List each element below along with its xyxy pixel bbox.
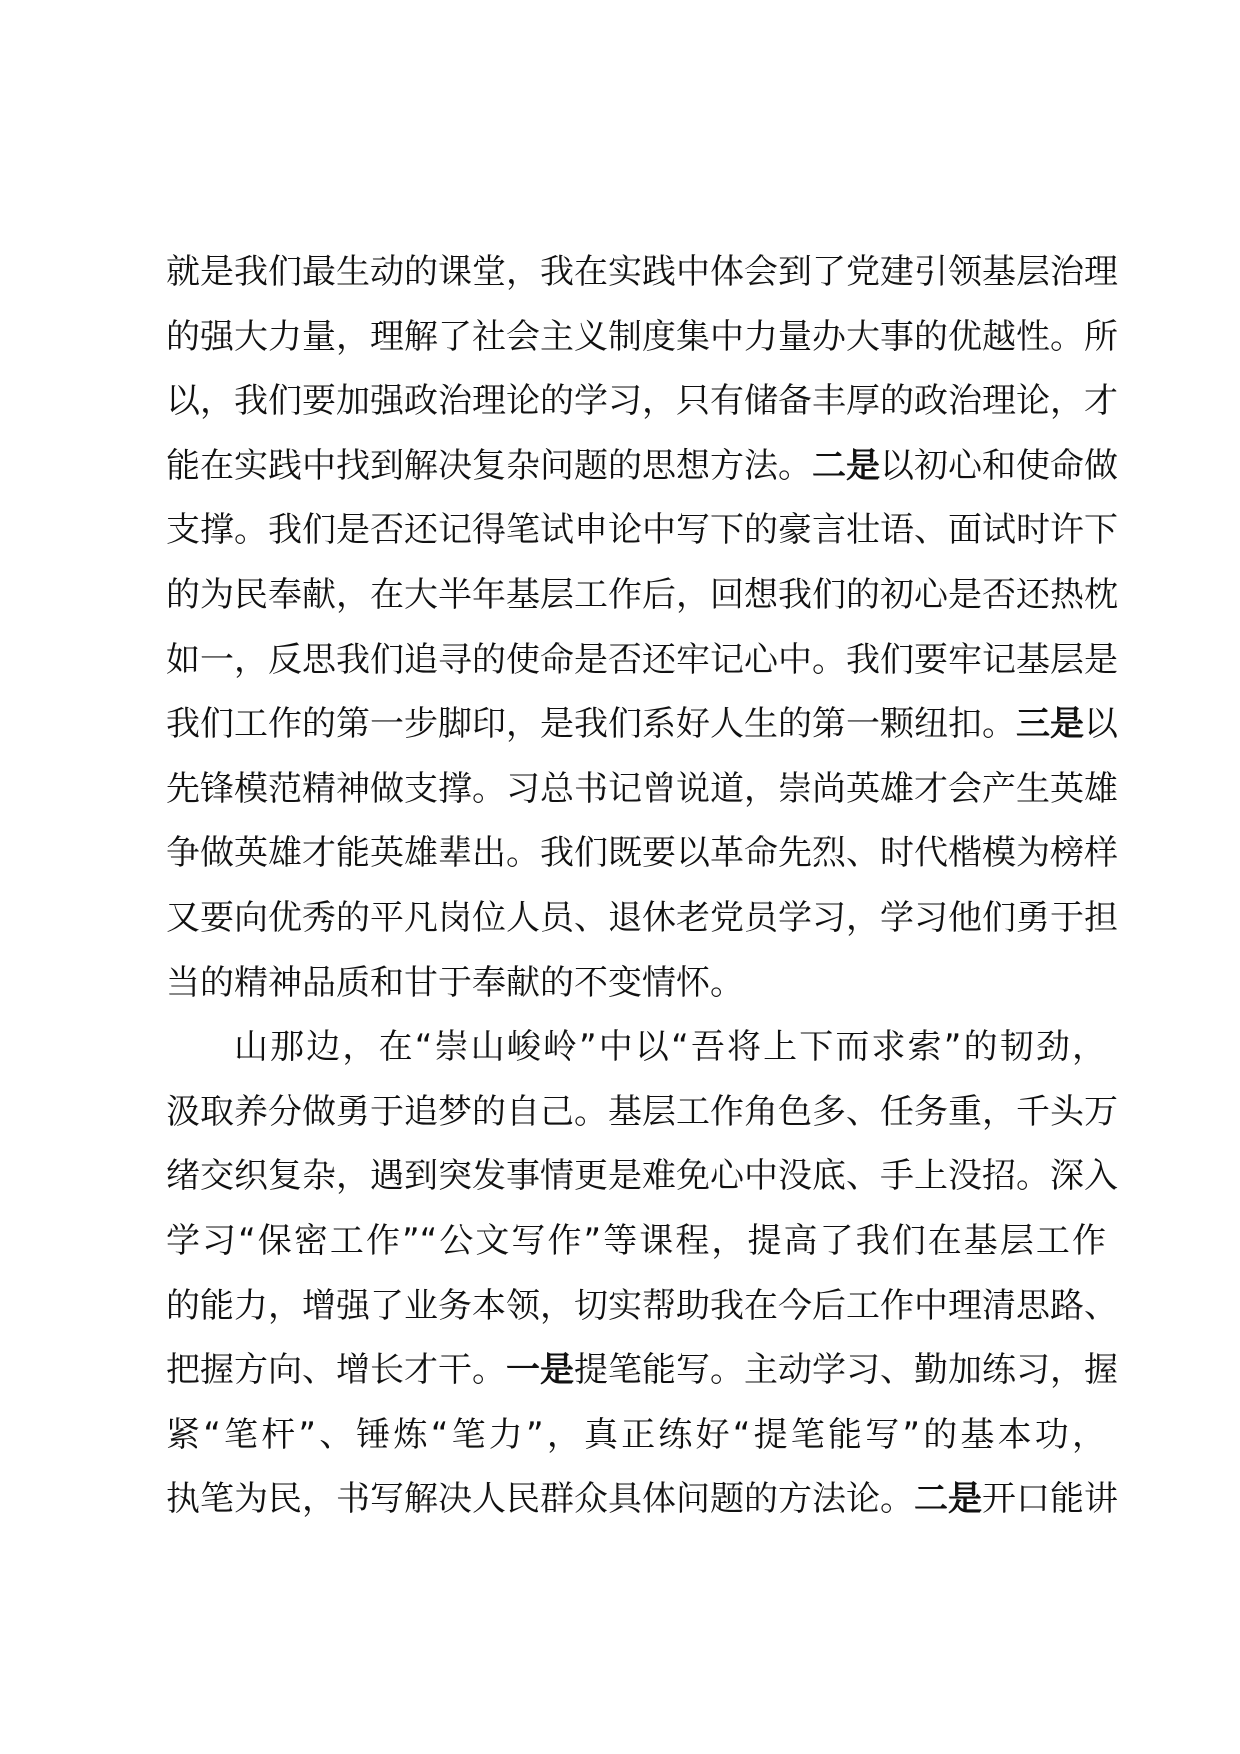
text-run: 的强大力量，理解了社会主义制度集中力量办大事的优越性。所 (166, 316, 1118, 357)
text-run: 能在实践中找到解决复杂问题的思想方法。 (166, 445, 812, 486)
bold-marker: 三是 (1016, 704, 1084, 745)
text-line (166, 1338, 1118, 1403)
text-line (166, 434, 1118, 499)
text-line (166, 1467, 1118, 1532)
text-run: 又要向优秀的平凡岗位人员、退休老党员学习，学习他们勇于担 (166, 897, 1118, 938)
text-line (166, 757, 1118, 822)
bold-marker: 一是 (506, 1350, 574, 1391)
text-run: 的能力，增强了业务本领，切实帮助我在今后工作中理清思路、 (166, 1285, 1118, 1326)
text-line (166, 1144, 1118, 1209)
text-line (166, 1015, 1106, 1080)
text-run: 开口能讲 (982, 1479, 1118, 1520)
text-run: 以 (1084, 704, 1118, 745)
text-line (166, 1274, 1118, 1339)
text-line (166, 628, 1118, 693)
text-run: 支撑。我们是否还记得笔试申论中写下的豪言壮语、面试时许下 (166, 510, 1118, 551)
bold-marker: 二是 (812, 445, 880, 486)
body-text (166, 240, 1118, 1532)
text-run: 如一，反思我们追寻的使命是否还牢记心中。我们要牢记基层是 (166, 639, 1118, 680)
text-line (166, 240, 1118, 305)
text-line (166, 821, 1118, 886)
text-run: 的为民奉献，在大半年基层工作后，回想我们的初心是否还热枕 (166, 574, 1118, 615)
text-line (166, 369, 1118, 434)
text-run: 以，我们要加强政治理论的学习，只有储备丰厚的政治理论，才 (166, 381, 1118, 422)
text-line (166, 1209, 1106, 1274)
text-run: 执笔为民，书写解决人民群众具体问题的方法论。 (166, 1479, 914, 1520)
bold-marker: 二是 (914, 1479, 982, 1520)
text-run: 山那边，在“崇山峻岭”中以“吾将上下而求索”的韧劲， (234, 1027, 1106, 1068)
text-line (166, 886, 1118, 951)
text-run: 提笔能写。主动学习、勤加练习，握 (574, 1350, 1118, 1391)
text-run: 当的精神品质和甘于奉献的不变情怀。 (166, 962, 744, 1003)
text-line (166, 1403, 1106, 1468)
text-run: 绪交织复杂，遇到突发事情更是难免心中没底、手上没招。深入 (166, 1156, 1118, 1197)
text-run: 学习“保密工作”“公文写作”等课程，提高了我们在基层工作 (166, 1220, 1106, 1261)
text-line (166, 951, 1106, 1016)
text-line (166, 1080, 1118, 1145)
text-line (166, 305, 1118, 370)
text-run: 紧“笔杆”、锤炼“笔力”，真正练好“提笔能写”的基本功， (166, 1414, 1106, 1455)
text-run: 就是我们最生动的课堂，我在实践中体会到了党建引领基层治理 (166, 252, 1118, 292)
text-line (166, 498, 1118, 563)
text-run: 把握方向、增长才干。 (166, 1350, 506, 1391)
text-line (166, 692, 1118, 757)
text-run: 汲取养分做勇于追梦的自己。基层工作角色多、任务重，千头万 (166, 1091, 1118, 1132)
text-run: 争做英雄才能英雄辈出。我们既要以革命先烈、时代楷模为榜样 (166, 833, 1118, 874)
text-line (166, 563, 1118, 628)
text-run: 先锋模范精神做支撑。习总书记曾说道，崇尚英雄才会产生英雄 (166, 768, 1118, 809)
text-run: 我们工作的第一步脚印，是我们系好人生的第一颗纽扣。 (166, 704, 1016, 745)
text-run: 以初心和使命做 (880, 445, 1118, 486)
